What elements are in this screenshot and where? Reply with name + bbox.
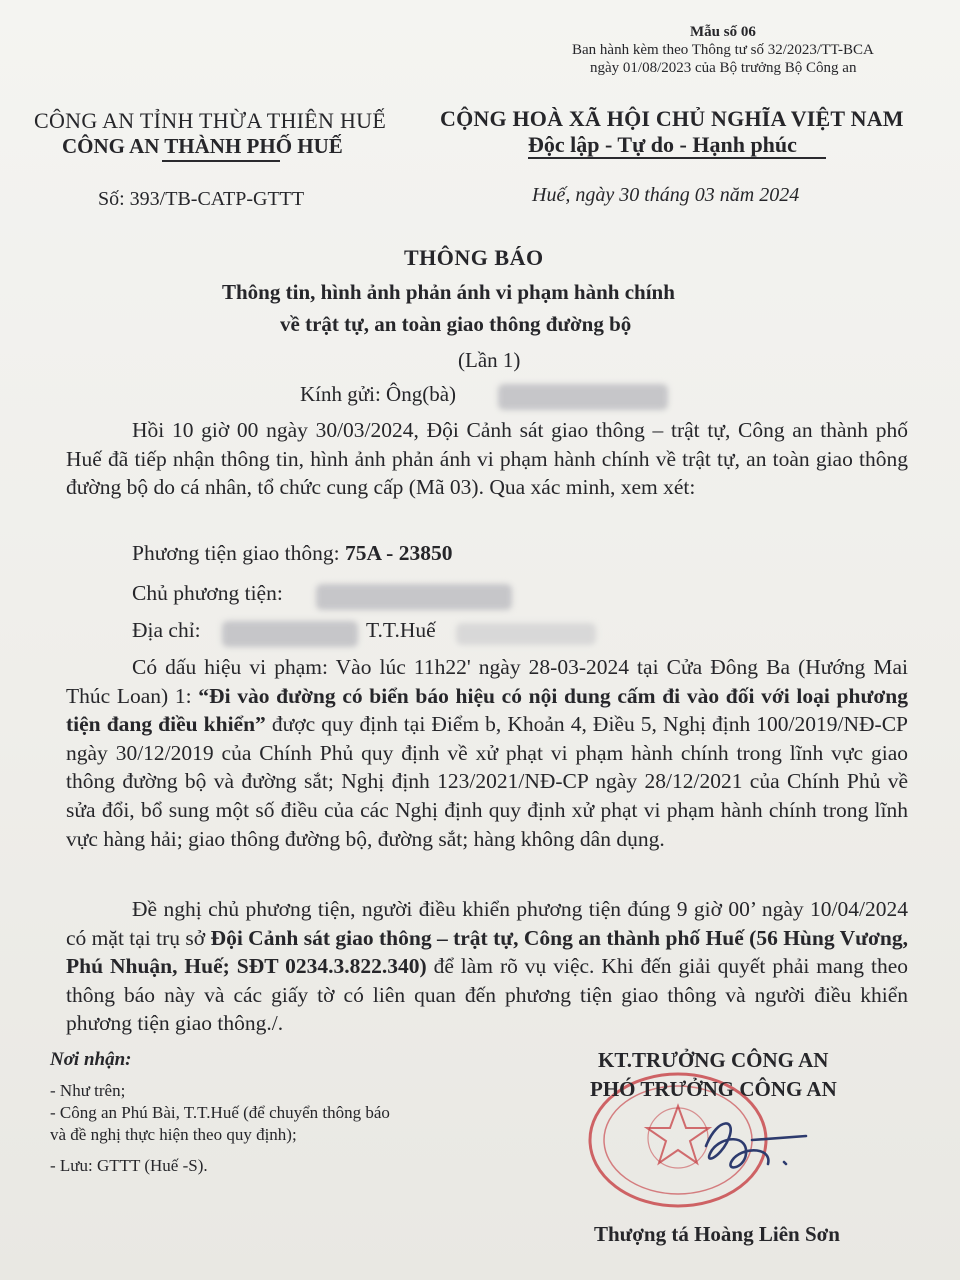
- signer-title-2: PHÓ TRƯỞNG CÔNG AN: [590, 1077, 837, 1101]
- signer-title-1: KT.TRƯỞNG CÔNG AN: [598, 1048, 829, 1072]
- recipient-item: và đề nghị thực hiện theo quy định);: [50, 1125, 297, 1144]
- document-subtitle-2: về trật tự, an toàn giao thông đường bộ: [280, 312, 632, 336]
- vehicle-label: Phương tiện giao thông:: [132, 541, 345, 565]
- org-line-2: CÔNG AN THÀNH PHỐ HUẾ: [62, 134, 343, 158]
- redacted-address-part-1: [222, 621, 358, 647]
- recipient-item: - Lưu: GTTT (Huế -S).: [50, 1156, 208, 1175]
- document-number: Số: 393/TB-CATP-GTTT: [98, 188, 305, 210]
- notice-round: (Lần 1): [458, 348, 521, 372]
- issued-line-2: ngày 01/08/2023 của Bộ trưởng Bộ Công an: [590, 60, 857, 76]
- national-motto: Độc lập - Tự do - Hạnh phúc: [528, 132, 797, 157]
- recipients-title: Nơi nhận:: [50, 1049, 132, 1070]
- recipient-item: - Công an Phú Bài, T.T.Huế (để chuyển thông báo: [50, 1103, 390, 1122]
- office-address: Đội Cảnh sát giao thông – trật tự, Công an thành phố Huế (56 Hùng Vương, Phú Nhuận, Huế; SĐT 0234.3.822.340): [66, 925, 908, 979]
- motto-underline: [528, 157, 826, 159]
- paragraph-received: Hồi 10 giờ 00 ngày 30/03/2024, Đội Cảnh sát giao thông – trật tự, Công an thành phố Huế đã tiếp nhận thông tin, hình ảnh phản ánh vi phạm hành chính về trật tự, an toàn giao thông đường bộ do cá nhân, tổ chức cung cấp (Mã 03). Qua xác minh, xem xét:: [66, 418, 908, 500]
- paragraph-request: Đề nghị chủ phương tiện, người điều khiển phương tiện đúng 9 giờ 00’ ngày 10/04/2024 có mặt tại trụ sở Đội Cảnh sát giao thông – trật tự, Công an thành phố Huế (56 Hùng Vương, Phú Nhuận, Huế; SĐT 0234.3.822.340) để làm rõ vụ việc. Khi đến giải quyết phải mang theo thông báo này và các giấy tờ có liên quan đến phương tiện giao thông và người điều khiển phương tiện giao thông./.: [66, 897, 908, 1036]
- owner-line: [132, 581, 283, 606]
- address-label: Địa chỉ:: [132, 618, 201, 642]
- address-province: T.T.Huế: [366, 618, 436, 642]
- vehicle-line: [132, 541, 452, 566]
- issued-line-1: Ban hành kèm theo Thông tư số 32/2023/TT-BCA: [572, 42, 874, 58]
- form-number: Mẫu số 06: [690, 24, 756, 40]
- document-subtitle-1: Thông tin, hình ảnh phản ánh vi phạm hành chính: [222, 280, 675, 304]
- recipient-label: Kính gửi: Ông(bà): [300, 382, 457, 406]
- redacted-owner-name: [316, 584, 512, 610]
- signer-name: Thượng tá Hoàng Liên Sơn: [594, 1222, 840, 1246]
- redacted-recipient-name: [498, 384, 668, 410]
- owner-label: Chủ phương tiện:: [132, 581, 283, 605]
- org-underline: [162, 160, 280, 162]
- address-line: [132, 618, 201, 643]
- vehicle-plate: 75A - 23850: [344, 541, 453, 565]
- recipient-item: - Như trên;: [50, 1081, 126, 1100]
- handwritten-signature-icon: [688, 1106, 818, 1186]
- document-title: THÔNG BÁO: [404, 245, 544, 270]
- place-date: Huế, ngày 30 tháng 03 năm 2024: [532, 184, 800, 206]
- redacted-address-part-2: [456, 623, 596, 645]
- paragraph-violation: Có dấu hiệu vi phạm: Vào lúc 11h22' ngày 28-03-2024 tại Cửa Đông Ba (Hướng Mai Thúc Loan) 1: “Đi vào đường có biển báo hiệu có nội dung cấm đi vào đối với loại phương tiện đang điều khiển” được quy định tại Điểm b, Khoản 4, Điều 5, Nghị định 100/2019/NĐ-CP ngày 30/12/2019 của Chính Phủ quy định về xử phạt vi phạm hành chính trong lĩnh vực giao thông đường bộ và đường sắt; Nghị định 123/2021/NĐ-CP ngày 28/12/2021 của Chính Phủ về sửa đổi, bổ sung một số điều của các Nghị định quy định xử phạt vi phạm hành chính trong lĩnh vực hàng hải; giao thông đường bộ, đường sắt; hàng không dân dụng.: [66, 655, 908, 851]
- org-line-1: CÔNG AN TỈNH THỪA THIÊN HUẾ: [34, 108, 387, 133]
- national-title: CỘNG HOÀ XÃ HỘI CHỦ NGHĨA VIỆT NAM: [440, 106, 904, 131]
- violation-description: “Đi vào đường có biển báo hiệu có nội dung cấm đi vào đối với loại phương tiện đang điều khiển”: [66, 683, 908, 737]
